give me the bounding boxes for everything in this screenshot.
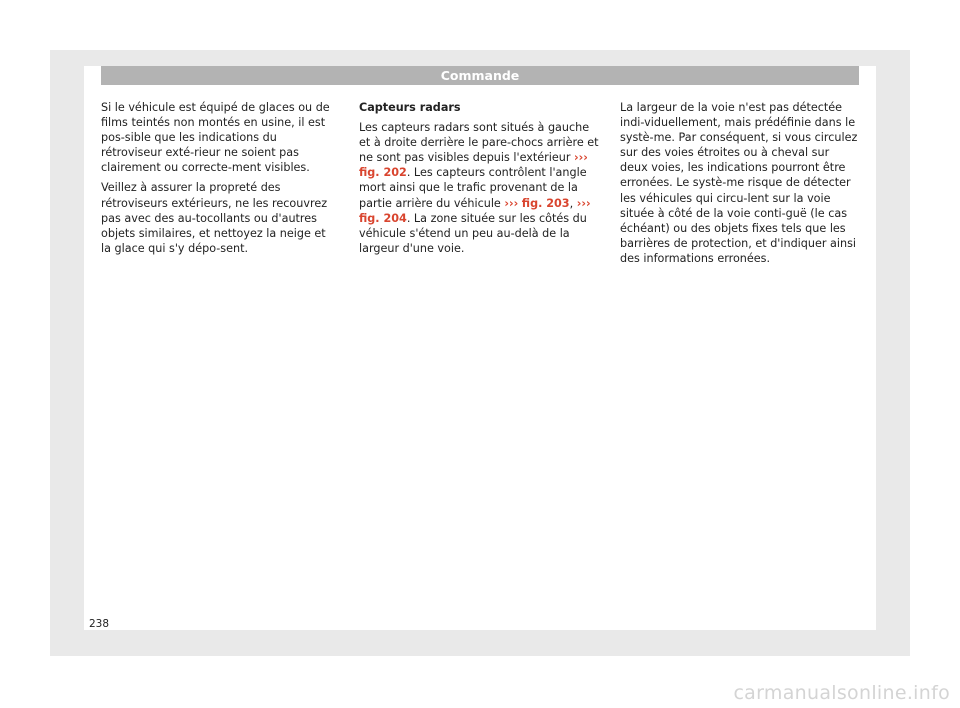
page-number: 238: [89, 618, 110, 630]
watermark: carmanualsonline.info: [733, 682, 950, 704]
reference-arrow-icon: ›››: [504, 196, 519, 210]
section-header-bar: [101, 66, 859, 85]
paragraph: Si le véhicule est équipé de glaces ou de films teintés non montés en usine, il est pos-sible que les indications du rétroviseur exté-rieur ne soient pas clairement ou correcte-ment visibles.: [101, 101, 330, 175]
text-run: . La zone située sur les côtés du véhicule s'étend un peu au-delà de la largeur d'une voie.: [359, 211, 587, 255]
reference-arrow-icon: ›››: [576, 196, 591, 210]
paragraph: [359, 120, 599, 256]
text-column-2: [359, 100, 599, 261]
figure-link-202[interactable]: fig. 202: [359, 166, 407, 180]
section-title: Commande: [440, 68, 520, 83]
text-column-1: [101, 100, 339, 261]
paragraph: La largeur de la voie n'est pas détectée indi-viduellement, mais prédéfinie dans le systè-me. Par conséquent, si vous circulez sur des voies étroites ou à cheval sur deux voies, les indications pourront être erronées. Le systè-me risque de détecter les véhicules qui circu-lent sur la voie située à côté de la voie conti-guë (le cas échéant) ou des objets fixes tels que les barrières de protection, et d'indiquer ainsi des informations erronées.: [620, 101, 858, 265]
figure-link-203[interactable]: fig. 203: [521, 196, 570, 210]
subheading-radar-sensors: Capteurs radars: [359, 101, 461, 114]
text-column-3: [620, 100, 860, 271]
paragraph: Veillez à assurer la propreté des rétroviseurs extérieurs, ne les recouvrez pas avec des au-tocollants ou d'autres objets similaires, et nettoyez la neige et la glace qui s'y dépo-sent.: [101, 181, 328, 255]
text-run: . Les capteurs contrôlent l'angle mort ainsi que le trafic provenant de la partie arrière du véhicule: [359, 166, 587, 210]
text-run: Les capteurs radars sont situés à gauche et à droite derrière le pare-chocs arrière et ne sont pas visibles depuis l'extérieur: [359, 121, 599, 165]
reference-arrow-icon: ›››: [574, 151, 588, 165]
figure-link-204[interactable]: fig. 204: [359, 211, 407, 225]
text-run: ,: [569, 196, 577, 210]
